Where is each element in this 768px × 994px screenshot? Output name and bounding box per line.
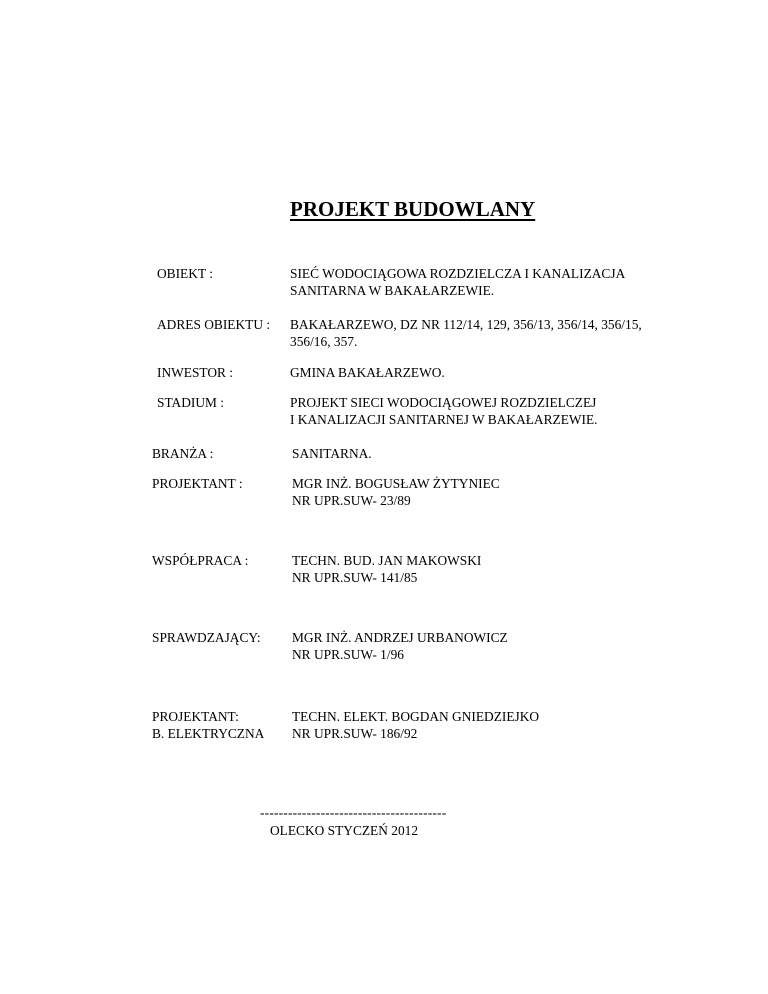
field-label-wspolpraca: WSPÓŁPRACA : (152, 553, 249, 568)
field-label-stadium: STADIUM : (157, 395, 224, 410)
field-value-adres-line2: 356/16, 357. (290, 334, 358, 349)
field-value-sprawdzajacy-line2: NR UPR.SUW- 1/96 (292, 647, 404, 662)
field-value-branza: SANITARNA. (292, 446, 372, 461)
field-value-projektant-line1: MGR INŻ. BOGUSŁAW ŻYTYNIEC (292, 476, 500, 491)
field-value-projektant-line2: NR UPR.SUW- 23/89 (292, 493, 411, 508)
field-label-branza: BRANŻA : (152, 446, 214, 461)
field-value-stadium-line1: PROJEKT SIECI WODOCIĄGOWEJ ROZDZIELCZEJ (290, 395, 597, 410)
place-date: OLECKO STYCZEŃ 2012 (270, 823, 419, 838)
field-label-projektant-elektryczna: PROJEKTANT: (152, 709, 239, 724)
field-value-wspolpraca-line1: TECHN. BUD. JAN MAKOWSKI (292, 553, 482, 568)
field-value-inwestor: GMINA BAKAŁARZEWO. (290, 365, 445, 380)
field-label-inwestor: INWESTOR : (157, 365, 234, 380)
field-label-adres: ADRES OBIEKTU : (157, 317, 271, 332)
field-label-sprawdzajacy: SPRAWDZAJĄCY: (152, 630, 261, 645)
field-value-sprawdzajacy-line1: MGR INŻ. ANDRZEJ URBANOWICZ (292, 630, 508, 645)
field-value-obiekt-line2: SANITARNA W BAKAŁARZEWIE. (290, 283, 495, 298)
document-title: PROJEKT BUDOWLANY (290, 197, 536, 221)
field-value-stadium-line2: I KANALIZACJI SANITARNEJ W BAKAŁARZEWIE. (290, 412, 598, 427)
field-value-elektryczna-line1: TECHN. ELEKT. BOGDAN GNIEDZIEJKO (292, 709, 540, 724)
field-value-adres-line1: BAKAŁARZEWO, DZ NR 112/14, 129, 356/13, 356/14, 356/15, (290, 317, 642, 332)
field-value-wspolpraca-line2: NR UPR.SUW- 141/85 (292, 570, 418, 585)
signature-separator: ---------------------------------------- (260, 805, 447, 820)
field-label-obiekt: OBIEKT : (157, 266, 213, 281)
field-value-obiekt-line1: SIEĆ WODOCIĄGOWA ROZDZIELCZA I KANALIZACJA (290, 266, 626, 281)
field-value-elektryczna-line2: NR UPR.SUW- 186/92 (292, 726, 418, 741)
field-label-branza-elektryczna: B. ELEKTRYCZNA (152, 726, 265, 741)
field-label-projektant: PROJEKTANT : (152, 476, 243, 491)
